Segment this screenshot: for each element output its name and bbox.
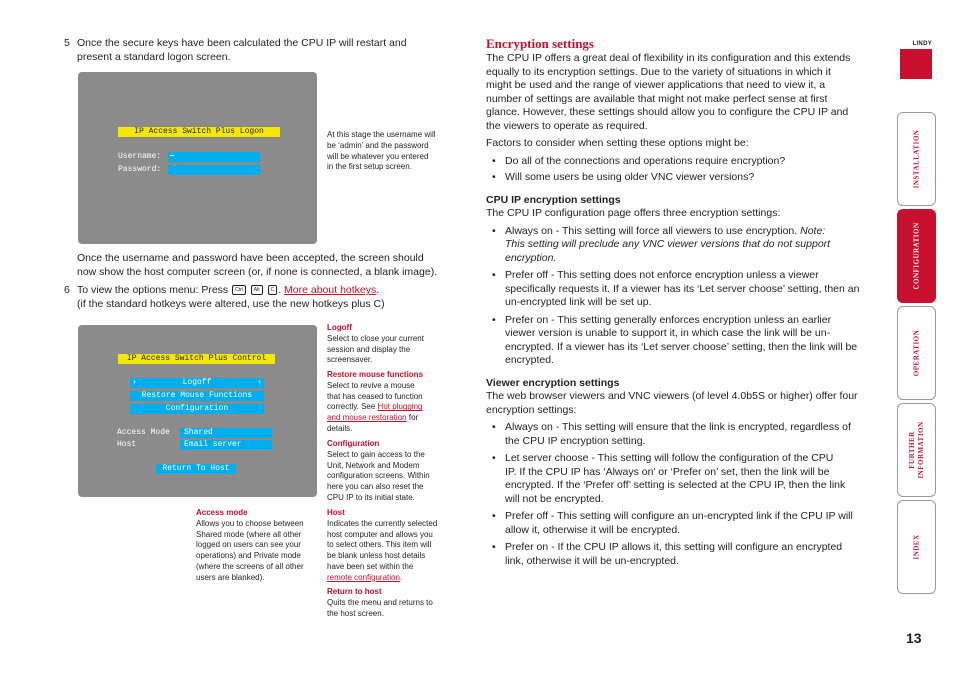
- factor-bullet-1: • Do all of the connections and operations require encryption?: [492, 154, 786, 167]
- mouse-restoration-link[interactable]: and mouse restoration: [327, 413, 407, 423]
- viewer-encryption-intro: The web browser viewers and VNC viewers (of level 4.0b5S or higher) offer four encryption settings:: [486, 390, 858, 416]
- return-to-host-button[interactable]: Return To Host: [156, 464, 236, 474]
- after-logon-text: Once the username and password have been accepted, the screen should now show the host computer screen (or, if none is connected, a blank image).: [77, 252, 438, 278]
- encryption-heading: Encryption settings: [486, 36, 594, 51]
- c-key-icon: C: [268, 285, 278, 295]
- username-field[interactable]: [168, 152, 260, 162]
- host-label: Host: [117, 440, 137, 449]
- password-field[interactable]: [168, 165, 260, 175]
- password-label: Password:: [118, 165, 162, 174]
- chevron-left-icon: ‹: [257, 378, 262, 387]
- configuration-menu-item[interactable]: Configuration: [130, 404, 264, 414]
- lindy-logo-text: LINDY: [912, 41, 932, 47]
- page-number: 13: [906, 630, 922, 646]
- configuration-annotation: Configuration Select to gain access to the Unit, Network and Modem configuration screens. Within here you can also reset the CPU IP to its initial state.: [327, 439, 430, 502]
- restore-annotation: Restore mouse functions Select to revive a mouse that has ceased to function correctly. See Hot plugging and mouse restoration for details.: [327, 370, 424, 433]
- logon-note: At this stage the username will be ‘admin’ and the password will be whatever you entered in the first setup screen.: [327, 130, 436, 172]
- logon-screen: [78, 72, 317, 244]
- viewer-always-on-item: • Always on - This setting will ensure that the link is encrypted, regardless of the CPU IP encryption setting.: [492, 421, 851, 447]
- viewer-let-server-choose-item: • Let server choose - This setting will follow the configuration of the CPU IP. If the CPU IP has ‘Always on’ or ‘Prefer on’ set, then the link will be encrypted. If the ‘Prefer off’ setting is selected at the CPU IP, then the link will not be encrypted.: [492, 452, 846, 505]
- lindy-logo: [900, 40, 932, 80]
- step6-text: To view the options menu: Press Ctrl Alt C . More about hotkeys. (if the standard hotkeys were altered, use the new hotkeys plus C): [77, 284, 385, 310]
- logon-title-bar: IP Access Switch Plus Logon: [118, 127, 280, 137]
- tab-configuration[interactable]: CONFIGURATION: [897, 209, 936, 303]
- factor-bullet-2: • Will some users be using older VNC viewer versions?: [492, 171, 755, 183]
- username-label: Username:: [118, 152, 162, 161]
- cpu-encryption-intro: The CPU IP configuration page offers three encryption settings:: [486, 207, 781, 219]
- factors-text: Factors to consider when setting these options might be:: [486, 137, 749, 149]
- cpu-encryption-heading: CPU IP encryption settings: [486, 193, 621, 206]
- tab-index[interactable]: INDEX: [897, 500, 936, 594]
- tab-further-information[interactable]: FURTHER INFORMATION: [897, 403, 936, 497]
- cursor-icon: ⬅: [170, 153, 175, 161]
- cpu-prefer-off-item: • Prefer off - This setting does not enforce encryption unless a viewer specifically requests it. If a viewer has its ‘Let server choose’ setting, then an un-encrypted link will be set up.: [492, 269, 860, 308]
- logoff-menu-item[interactable]: › Logoff ‹: [132, 378, 262, 387]
- encryption-intro: The CPU IP offers a great deal of flexibility in its configuration and this extends equally to its encryption settings. Due to the variety of situations in which it might be used and the range of viewer applications that need to view it, a number of settings are available that might not make perfect sense at first glance. However, these settings should allow you to configure the CPU IP and the viewers to operate as required.: [486, 52, 851, 132]
- logo-red-square: [900, 49, 932, 79]
- control-screen: [78, 325, 317, 497]
- alt-key-icon: Alt: [251, 285, 263, 295]
- viewer-prefer-on-item: • Prefer on - If the CPU IP allows it, this setting will configure an encrypted link, otherwise it will be un-encrypted.: [492, 541, 843, 567]
- return-to-host-annotation: Return to host Quits the menu and returns to the host screen.: [327, 587, 433, 618]
- hotkeys-link[interactable]: More about hotkeys: [284, 284, 377, 296]
- host-field[interactable]: Email server: [180, 440, 272, 450]
- access-mode-field[interactable]: Shared: [180, 428, 272, 438]
- ctrl-key-icon: Ctrl: [232, 285, 246, 295]
- control-title-bar: IP Access Switch Plus Control: [118, 354, 275, 364]
- cpu-prefer-on-item: • Prefer on - This setting generally enforces encryption unless an earlier viewer version is unable to support it, in which case the link will be un- encrypted. If a viewer has its ‘Let server choose’ setting, then the link will be encrypted.: [492, 313, 858, 366]
- access-mode-annotation: Access mode Allows you to choose between Shared mode (where all other logged on users can see your operations) and Private mode (where the screens of all other users are blanked).: [196, 508, 304, 582]
- step5-text: Once the secure keys have been calculated the CPU IP will restart and present a standard logon screen.: [77, 37, 407, 63]
- hot-plugging-link[interactable]: Hot plugging: [377, 402, 423, 412]
- step5-number: 5: [64, 37, 70, 49]
- restore-mouse-menu-item[interactable]: Restore Mouse Functions: [130, 391, 264, 401]
- host-annotation: Host Indicates the currently selected host computer and allows you to select others. This item will be blank unless host details have been set within the remote configuration.: [327, 508, 438, 582]
- tab-operation[interactable]: OPERATION: [897, 306, 936, 400]
- access-mode-label: Access Mode: [117, 428, 170, 437]
- viewer-encryption-heading: Viewer encryption settings: [486, 376, 620, 389]
- step6-number: 6: [64, 284, 70, 296]
- remote-configuration-link[interactable]: remote configuration: [327, 572, 400, 582]
- viewer-prefer-off-item: • Prefer off - This setting will configure an un-encrypted link if the CPU IP will allow it, otherwise it will be encrypted.: [492, 510, 853, 536]
- chevron-right-icon: ›: [132, 378, 137, 387]
- logoff-annotation: Logoff Select to close your current session and display the screensaver.: [327, 323, 424, 365]
- tab-installation[interactable]: INSTALLATION: [897, 112, 936, 206]
- right-column: [486, 36, 886, 568]
- cpu-always-on-item: • Always on - This setting will force all viewers to use encryption. Note: This setting will preclude any VNC viewer versions that do not support encryption.: [492, 224, 831, 264]
